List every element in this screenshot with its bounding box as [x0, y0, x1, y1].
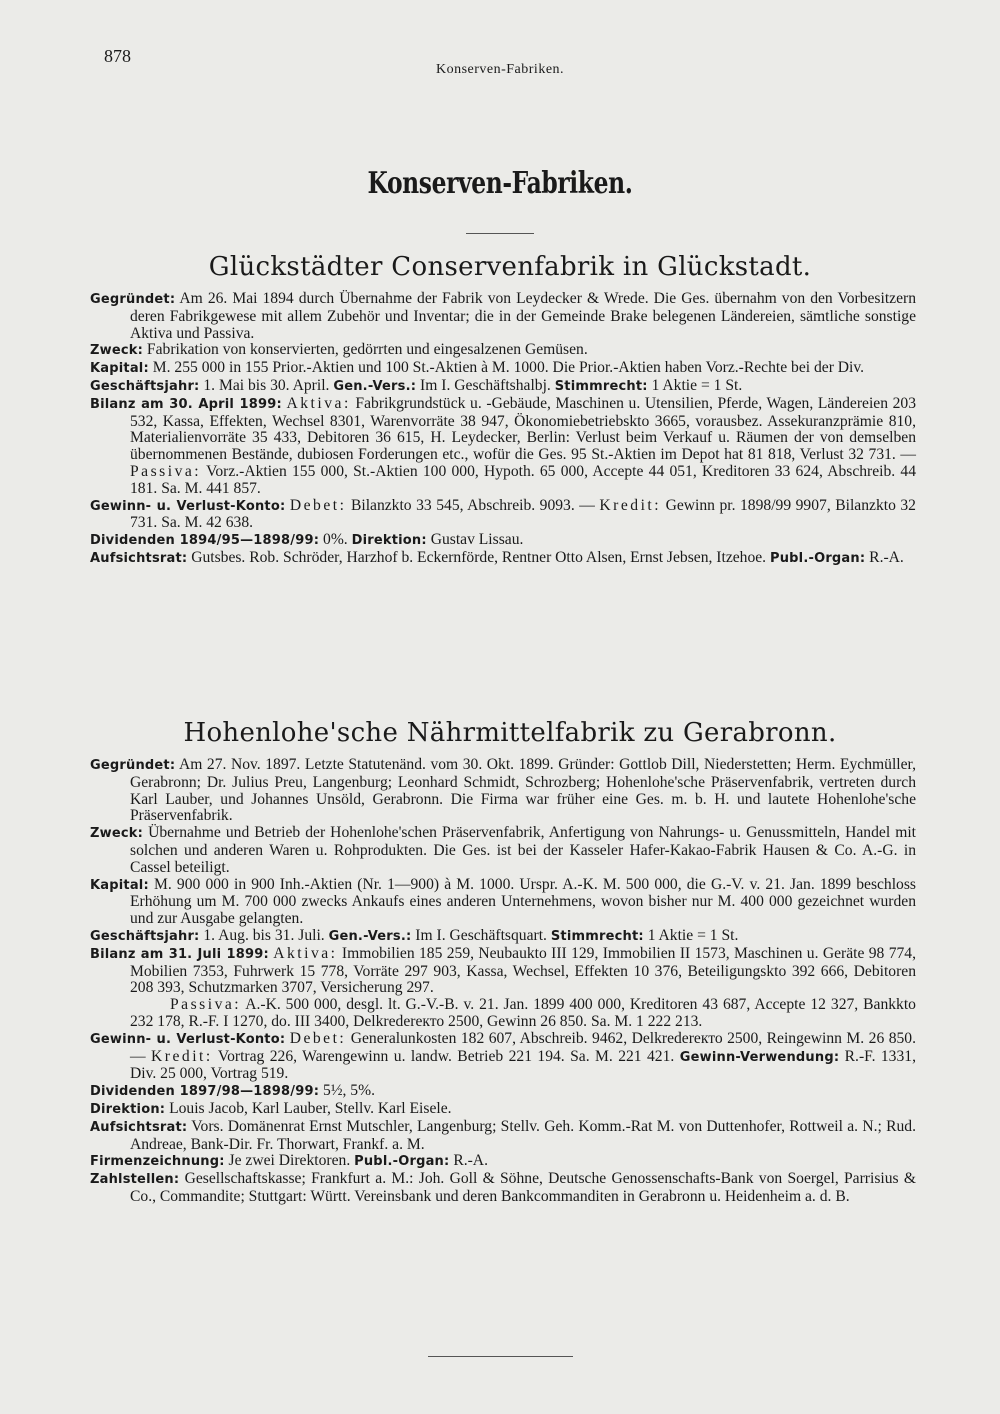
direktion-text: Louis Jacob, Karl Lauber, Stellv. Karl Eisele. — [169, 1099, 452, 1117]
debet-word: Debet: — [289, 496, 347, 514]
kapital-text: M. 255 000 in 155 Prior.-Aktien und 100 St.-Aktien à M. 1000. Die Prior.-Aktien haben Vorz.-Rechte bei der Div. — [152, 359, 865, 377]
dividenden-text: 5½, 5%. — [323, 1082, 375, 1100]
zweck-paragraph — [90, 341, 916, 360]
gegruendet-text: Am 27. Nov. 1897. Letzte Statutenänd. vom 30. Okt. 1899. Gründer: Gottlob Dill, Niederstetten; Herm. Eychmüller, Gerabronn; Dr. Julius Preu, Langenburg; Leonhard Schmidt, Schrozberg; Hohenlohe'sche Präservenfabrik, vertreten durch Karl Lauber, und Johannes Unsöld, Gerabronn. Die Firma war früher eine Ges. m. b. H. und lautete Hohenlohe'sche Präservenfabrik. — [130, 756, 917, 825]
aktiva-word: Aktiva: — [273, 944, 338, 962]
passiva-text: A.-K. 500 000, desgl. lt. G.-V.-B. v. 21. Jan. 1899 400 000, Kreditoren 43 687, Accepte 12 327, Bankkto 232 178, R.-F. I 1270, do. III 3400, Delkredereкто 2500, Gewinn 26 850. Sa. M. 1 222 213. — [130, 996, 916, 1030]
dividenden-paragraph — [90, 531, 916, 550]
firmenzeichnung-paragraph — [90, 1152, 916, 1171]
zweck-label: Zweck: — [90, 343, 144, 359]
direktion-label: Direktion: — [90, 1101, 166, 1117]
zahlstellen-label: Zahlstellen: — [90, 1172, 180, 1188]
end-rule — [428, 1356, 573, 1357]
running-head: Konserven-Fabriken. — [435, 62, 565, 77]
aufsichtsrat-text: Gutsbes. Rob. Schröder, Harzhof b. Eckernförde, Rentner Otto Alsen, Ernst Jebsen, Itzehoe. — [191, 548, 767, 566]
passiva-text: Vorz.-Aktien 155 000, St.-Aktien 100 000, Hypoth. 65 000, Accepte 44 051, Kreditoren 33 624, Abschreib. 44 181. Sa. M. 441 857. — [130, 462, 916, 497]
aktiva-text: Fabrikgrundstück u. -Gebäude, Maschinen u. Utensilien, Pferde, Wagen, Ländereien 203 532, Kassa, Effekten, Wechsel 8301, Warenvorräte 38 947, Ökonomiebetriebskto 3665, vorausbez. Assekuranzprämie 810, Materialienvorräte 35 433, Debitoren 36 615, H. Leydecker, Berlin: Verlust beim Verkauf u. Räumen der von demselben übernommenen Bestände, dubiosen Forderungen etc., wofür die Ges. 95 St.-Aktien im Depot hat 81 818, Verlust 32 731. — — [130, 394, 917, 464]
company-entry-glueckstadt — [90, 291, 916, 568]
genvers-text: Im I. Geschäftsquart. — [415, 926, 547, 944]
aufsichtsrat-label: Aufsichtsrat: — [90, 1119, 188, 1135]
zweck-label: Zweck: — [90, 826, 144, 842]
kredit-text: Gewinn pr. 1898/99 9907, Bilanzkto 32 731. Sa. M. 42 638. — [130, 496, 916, 532]
firmenzeichnung-label: Firmenzeichnung: — [90, 1154, 225, 1170]
guv-label: Gewinn- u. Verlust-Konto: — [90, 498, 286, 514]
bilanz-paragraph — [90, 394, 917, 498]
gewinnverwendung-text: R.-F. 1331, Div. 25 000, Vortrag 519. — [130, 1047, 916, 1083]
genvers-label: Gen.-Vers.: — [333, 378, 417, 394]
gegruendet-label: Gegründet: — [90, 292, 176, 307]
genvers-text: Im I. Geschäftshalbj. — [420, 376, 551, 394]
gegruendet-label: Gegründet: — [90, 758, 176, 773]
kapital-label: Kapital: — [90, 877, 149, 893]
zweck-paragraph — [90, 824, 916, 876]
company-title-glueckstadt: Glückstädter Conservenfabrik in Glückstadt. — [208, 252, 812, 282]
zahlstellen-paragraph — [90, 1170, 916, 1206]
company-title-gerabronn: Hohenlohe'sche Nährmittelfabrik zu Gerabronn. — [183, 718, 837, 748]
stimmrecht-text: 1 Aktie = 1 St. — [651, 376, 743, 394]
kapital-label: Kapital: — [90, 361, 149, 377]
geschaeftsjahr-paragraph — [90, 926, 916, 946]
publ-label: Publ.-Organ: — [769, 550, 866, 566]
geschaeftsjahr-paragraph — [90, 376, 916, 396]
debet-text: Generalunkosten 182 607, Abschreib. 9462, Delkredereкто 2500, Reingewinn M. 26 850. — — [130, 1029, 916, 1065]
bilanz-label: Bilanz am 31. Juli 1899: — [90, 946, 269, 962]
firmenzeichnung-text: Je zwei Direktoren. — [228, 1152, 351, 1170]
debet-text: Bilanzkto 33 545, Abschreib. 9093. — — [350, 496, 595, 514]
aufsichtsrat-text: Vors. Domänenrat Ernst Mutschler, Langenburg; Stellv. Geh. Komm.-Rat M. von Duttenhofer, Rottweil a. N.; Rud. Andreae, Bank-Dir. Fr. Thorwart, Frankf. a. M. — [130, 1117, 916, 1153]
company-entry-gerabronn — [90, 757, 916, 1206]
section-rule — [466, 233, 534, 234]
zahlstellen-text: Gesellschaftskasse; Frankfurt a. M.: Joh. Goll & Söhne, Deutsche Genossenschafts-Bank von Soergel, Parrisius & Co., Commandite; Stuttgart: Württ. Vereinsbank und deren Bankcommanditen in Gerabronn u. Heidenheim a. d. B. — [130, 1170, 916, 1205]
aktiva-text: Immobilien 185 259, Neubaukto III 129, Immobilien II 1573, Maschinen u. Geräte 98 774, Mobilien 7353, Fuhrwerk 15 778, Vorräte 297 903, Kassa, Wechsel, Effekten 10 376, Beteiligungskto 392 666, Debitoren 208 393, Schutzmarken 3707, Versicherung 297. — [130, 944, 916, 997]
dividenden-label: Dividenden 1897/98—1898/99: — [90, 1084, 320, 1100]
debet-word: Debet: — [289, 1029, 347, 1047]
publ-label: Publ.-Organ: — [354, 1154, 450, 1170]
direktion-label: Direktion: — [351, 533, 427, 549]
stimmrecht-label: Stimmrecht: — [550, 928, 644, 944]
dividenden-label: Dividenden 1894/95—1898/99: — [90, 533, 320, 549]
geschaeftsjahr-label: Geschäftsjahr: — [90, 378, 200, 394]
direktion-text: Gustav Lissau. — [430, 531, 524, 549]
kredit-text: Vortrag 226, Warengewinn u. landw. Betrieb 221 194. Sa. M. 221 421. — [217, 1047, 675, 1065]
stimmrecht-label: Stimmrecht: — [554, 378, 648, 394]
dividenden-text: 0%. — [323, 531, 348, 549]
geschaeftsjahr-text: 1. Mai bis 30. April. — [203, 376, 330, 394]
gewinnverwendung-label: Gewinn-Verwendung: — [679, 1049, 840, 1065]
genvers-label: Gen.-Vers.: — [328, 928, 412, 944]
stimmrecht-text: 1 Aktie = 1 St. — [647, 926, 739, 944]
passiva-word: Passiva: — [130, 462, 202, 480]
bilanz-label: Bilanz am 30. April 1899: — [90, 396, 282, 412]
dividenden-paragraph — [90, 1082, 916, 1101]
page-number: 878 — [104, 46, 131, 66]
gegruendet-paragraph — [90, 756, 917, 825]
passiva-word: Passiva: — [170, 996, 242, 1014]
kapital-text: M. 900 000 in 900 Inh.-Aktien (Nr. 1—900) à M. 1000. Urspr. A.-K. M. 500 000, die G.-V. v. 21. Jan. 1899 beschloss Erhöhung um M. 700 000 zwecks Ankaufs eines anderen Unternehmens, wovon bisher nur M. 400 000 gezeichnet wurden und zur Ausgabe gelangten. — [130, 875, 916, 928]
zweck-text: Übernahme und Betrieb der Hohenlohe'schen Präservenfabrik, Anfertigung von Nahrungs- u. Genussmitteln, Handel mit solchen und anderen Waren u. Rohprodukten. Die Ges. ist bei der Kasseler Hafer-Kakao-Fabrik Hausen & Co. A.-G. in Cassel beteiligt. — [130, 824, 916, 876]
gegruendet-text: Am 26. Mai 1894 durch Übernahme der Fabrik von Leydecker & Wrede. Die Ges. übernahm von den Vorbesitzern deren Fabrikgewese mit allem Zubehör und Inventar; die in der Gemeinde Brake belegenen Ländereien, sämtliche sonstige Aktiva und Passiva. — [130, 290, 916, 342]
kredit-word: Kredit: — [151, 1047, 213, 1065]
bilanz-paragraph — [90, 944, 916, 997]
kapital-paragraph — [90, 359, 916, 378]
kredit-word: Kredit: — [599, 496, 662, 514]
geschaeftsjahr-text: 1. Aug. bis 31. Juli. — [203, 926, 325, 944]
section-title: Konserven-Fabriken. — [367, 166, 633, 201]
guv-paragraph — [90, 1029, 916, 1083]
aufsichtsrat-paragraph — [90, 548, 916, 568]
publ-text: R.-A. — [869, 548, 904, 566]
aufsichtsrat-label: Aufsichtsrat: — [90, 550, 188, 566]
publ-text: R.-A. — [453, 1152, 488, 1170]
geschaeftsjahr-label: Geschäftsjahr: — [90, 928, 200, 944]
guv-label: Gewinn- u. Verlust-Konto: — [90, 1031, 286, 1047]
direktion-paragraph — [90, 1099, 916, 1119]
passiva-paragraph — [130, 997, 916, 1031]
aufsichtsrat-paragraph — [90, 1117, 916, 1154]
kapital-paragraph — [90, 875, 916, 928]
gegruendet-paragraph — [90, 290, 916, 342]
zweck-text: Fabrikation von konservierten, gedörrten und eingesalzenen Gemüsen. — [146, 341, 588, 359]
guv-paragraph — [90, 496, 916, 533]
aktiva-word: Aktiva: — [286, 394, 351, 412]
